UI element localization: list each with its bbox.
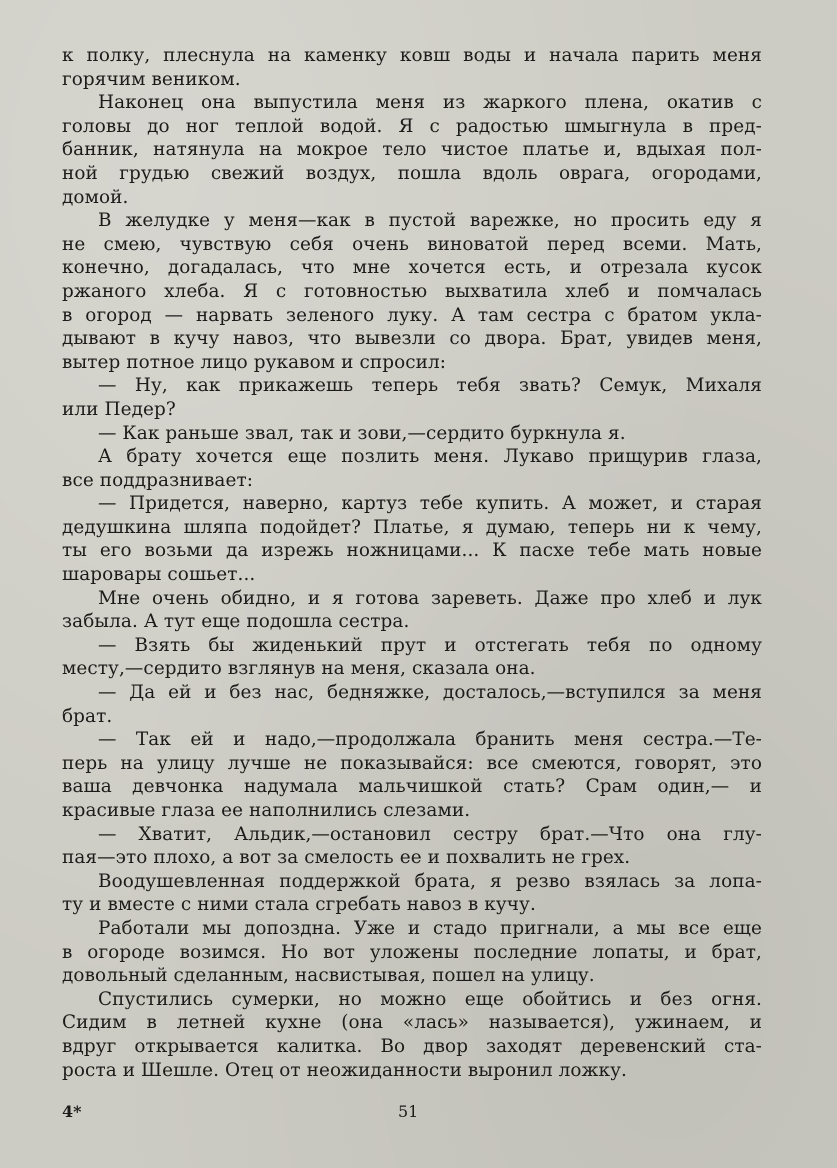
text-line: Работали мы допоздна. Уже и стадо пригнали, а мы все еще bbox=[98, 917, 762, 939]
text-line: вдруг открывается калитка. Во двор заходят деревенский ста- bbox=[62, 1035, 762, 1057]
text-line: забыла. А тут еще подошла сестра. bbox=[62, 611, 410, 633]
page-number: 51 bbox=[398, 1102, 419, 1121]
text-line: А брату хочется еще позлить меня. Лукаво прищурив глаза, bbox=[98, 446, 762, 468]
text-line: довольный сделанным, насвистывая, пошел на улицу. bbox=[62, 965, 595, 987]
text-line: Сидим в летней кухне (она «лась» называется), ужинаем, и bbox=[62, 1012, 762, 1034]
text-line: роста и Шешле. Отец от неожиданности выронил ложку. bbox=[62, 1059, 628, 1081]
text-line: — Так ей и надо,—продолжала бранить меня сестра.—Те- bbox=[98, 729, 762, 751]
text-line: Спустились сумерки, но можно еще обойтись и без огня. bbox=[98, 988, 762, 1010]
page-footer bbox=[0, 1102, 837, 1126]
printer-signature-mark: 4* bbox=[62, 1102, 82, 1121]
text-line: В желудке у меня—как в пустой варежке, но просить еду я bbox=[98, 210, 762, 232]
text-line: — Придется, наверно, картуз тебе купить. А может, и старая bbox=[98, 493, 762, 515]
text-line: — Как раньше звал, так и зови,—сердито буркнула я. bbox=[98, 422, 626, 444]
text-line: брат. bbox=[62, 705, 113, 727]
text-line: вытер потное лицо рукавом и спросил: bbox=[62, 351, 447, 373]
text-line: пая—это плохо, а вот за смелость ее и похвалить не грех. bbox=[62, 847, 631, 869]
text-line: перь на улицу лучше не показывайся: все смеются, говорят, это bbox=[62, 752, 762, 774]
text-line: Наконец она выпустила меня из жаркого плена, окатив с bbox=[98, 92, 762, 114]
text-line: ваша девчонка надумала мальчишкой стать? Срам один,— и bbox=[62, 776, 762, 798]
text-line: к полку, плеснула на каменку ковш воды и начала парить меня bbox=[62, 45, 762, 66]
text-line: ты его возьми да изрежь ножницами... К пасхе тебе мать новые bbox=[62, 540, 762, 562]
body-text bbox=[62, 44, 762, 1082]
text-line: головы до ног теплой водой. Я с радостью шмыгнула в пред- bbox=[62, 115, 762, 137]
text-line: не смею, чувствую себя очень виноватой перед всеми. Мать, bbox=[62, 233, 762, 255]
text-line: дывают в кучу навоз, что вывезли со двора. Брат, увидев меня, bbox=[62, 328, 762, 350]
text-line: в огороде возимся. Но вот уложены последние лопаты, и брат, bbox=[62, 941, 762, 963]
text-line: Мне очень обидно, и я готова зареветь. Даже про хлеб и лук bbox=[98, 587, 762, 609]
text-line: горячим веником. bbox=[62, 68, 241, 90]
text-line: дедушкина шляпа подойдет? Платье, я думаю, теперь ни к чему, bbox=[62, 516, 762, 538]
text-line: шаровары сошьет... bbox=[62, 564, 256, 586]
text-line: ной грудью свежий воздух, пошла вдоль оврага, огородами, bbox=[62, 162, 762, 184]
text-line: конечно, догадалась, что мне хочется есть, и отрезала кусок bbox=[62, 257, 762, 279]
text-line: все поддразнивает: bbox=[62, 469, 254, 491]
text-line: — Взять бы жиденький прут и отстегать тебя по одному bbox=[98, 634, 762, 656]
text-line: или Педер? bbox=[62, 398, 176, 420]
text-line: — Хватит, Альдик,—остановил сестру брат.—Что она глу- bbox=[98, 823, 762, 845]
text-line: — Ну, как прикажешь теперь тебя звать? Семук, Михаля bbox=[98, 375, 762, 397]
text-line: ту и вместе с ними стала сгребать навоз в кучу. bbox=[62, 894, 536, 916]
text-line: Воодушевленная поддержкой брата, я резво взялась за лопа- bbox=[98, 870, 762, 892]
text-line: месту,—сердито взглянув на меня, сказала она. bbox=[62, 658, 536, 680]
text-line: в огород — нарвать зеленого луку. А там сестра с братом укла- bbox=[62, 304, 762, 326]
text-line: красивые глаза ее наполнились слезами. bbox=[62, 800, 471, 821]
text-line: — Да ей и без нас, бедняжке, досталось,—вступился за меня bbox=[98, 682, 762, 704]
text-line: ржаного хлеба. Я с готовностью выхватила хлеб и помчалась bbox=[62, 280, 762, 302]
text-line: банник, натянула на мокрое тело чистое платье и, вдыхая пол- bbox=[62, 139, 762, 161]
text-line: домой. bbox=[62, 186, 129, 208]
